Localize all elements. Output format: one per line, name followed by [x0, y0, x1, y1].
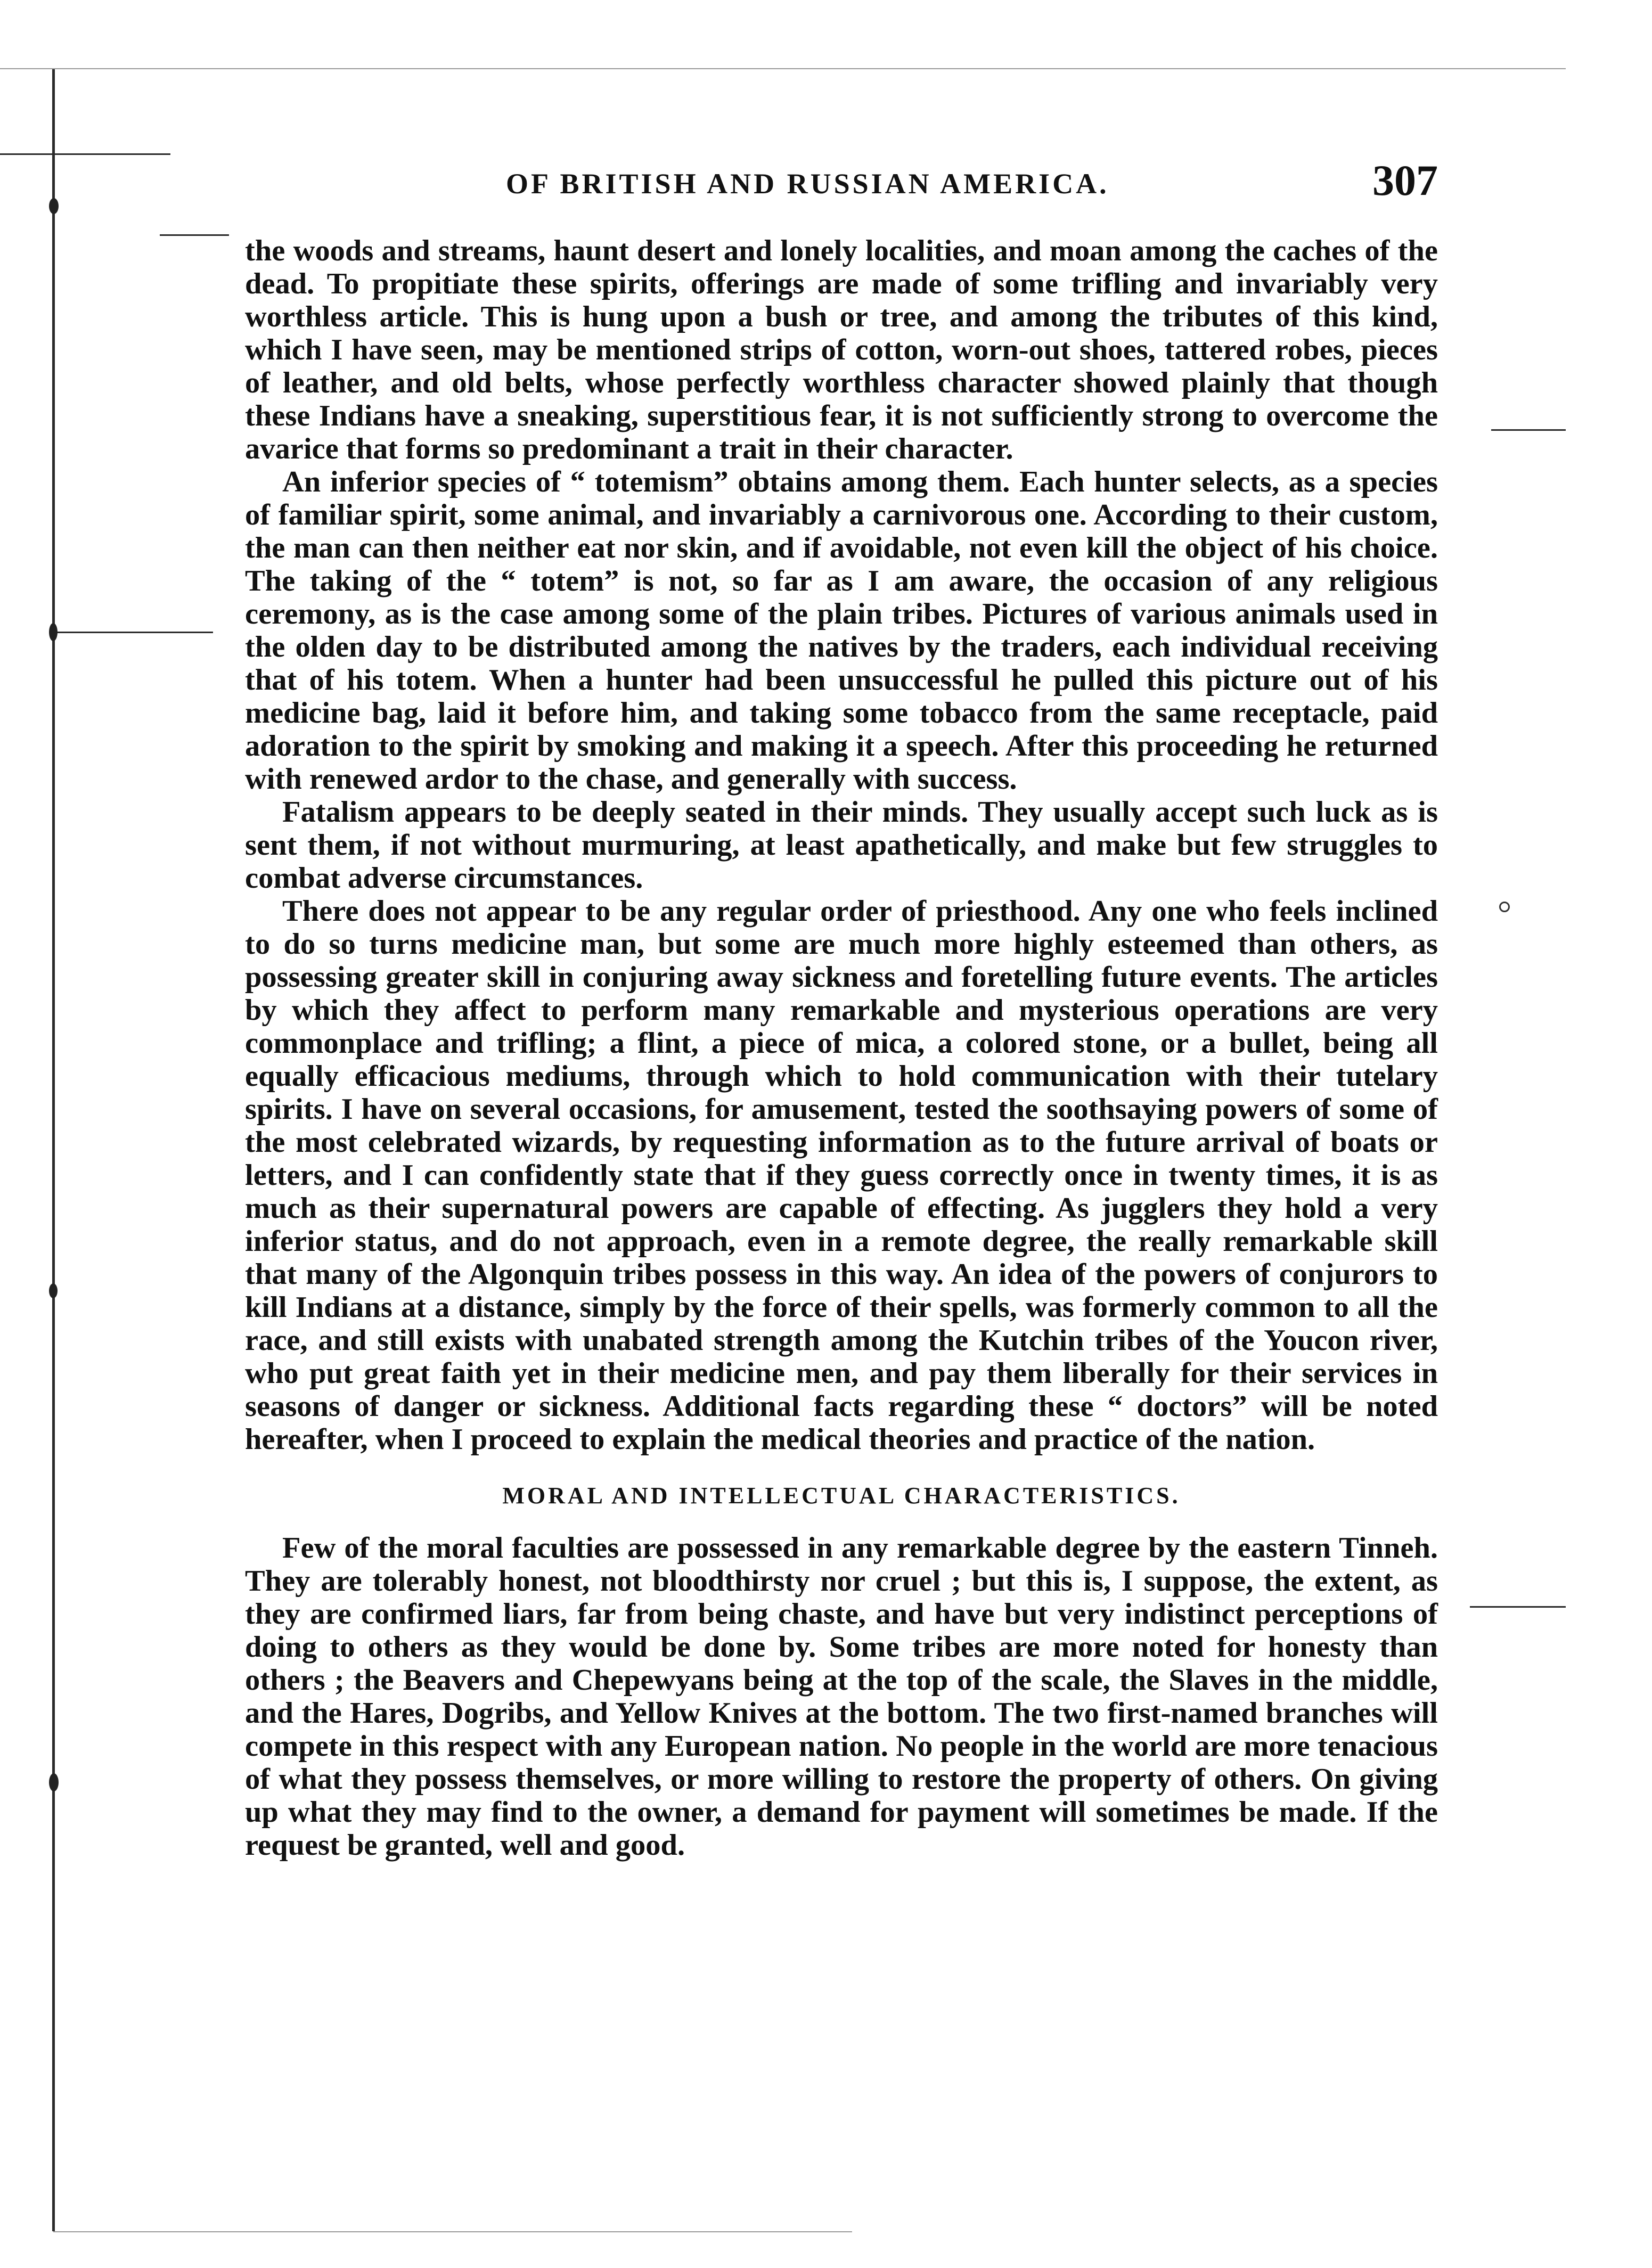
ink-speck	[49, 623, 58, 641]
paragraph-moral-faculties: Few of the moral faculties are possessed in any remarkable degree by the eastern Tinneh. They are tolerably honest, not bloodthirsty nor cruel ; but this is, I suppose, the extent, as they are confirmed liars, far from being chaste, and have but very indistinct perceptions of doing to others as they would be done by. Some tribes are more noted for honesty than others ; the Beavers and Chepewyans being at the top of the scale, the Slaves in the middle, and the Hares, Dogribs, and Yellow Knives at the bottom. The two first-named branches will compete in this respect with any European nation. No people in the world are more tenacious of what they possess themselves, or more willing to restore the property of others. On giving up what they may find to the owner, a demand for payment will sometimes be made. If the request be granted, well and good.	[245, 1532, 1438, 1862]
scan-edge-top	[0, 68, 1566, 69]
paragraph-fatalism: Fatalism appears to be deeply seated in their minds. They usually accept such luck as is sent them, if not without murmuring, at least apathetically, and make but few struggles to combat adverse circumstances.	[245, 796, 1438, 895]
ink-speck	[49, 1283, 58, 1298]
scan-edge-bottom	[53, 2231, 852, 2232]
scan-tick-2	[53, 632, 213, 633]
running-head: OF BRITISH AND RUSSIAN AMERICA.	[506, 168, 1109, 200]
ink-speck	[1499, 902, 1510, 912]
ink-speck	[49, 198, 59, 214]
page-header	[245, 155, 1438, 214]
paragraph-totemism: An inferior species of “ totemism” obtains among them. Each hunter selects, as a species of familiar spirit, some animal, and invariably a carnivorous one. According to their custom, the man can then neither eat nor skin, and if avoidable, not even kill the object of his choice. The taking of the “ totem” is not, so far as I am aware, the occasion of any religious ceremony, as is the case among some of the plain tribes. Pictures of various animals used in the olden day to be distributed among the natives by the traders, each individual receiving that of his totem. When a hunter had been unsuccessful he pulled this picture out of his medicine bag, laid it before him, and taking some tobacco from the same receptacle, paid adoration to the spirit by smoking and making it a speech. After this proceeding he returned with renewed ardor to the chase, and generally with success.	[245, 465, 1438, 796]
scan-tick-3	[1491, 429, 1566, 431]
binding-margin-line	[52, 69, 55, 2231]
ink-speck	[49, 1773, 59, 1791]
page-body	[245, 234, 1438, 1862]
section-heading: MORAL AND INTELLECTUAL CHARACTERISTICS.	[502, 1483, 1181, 1509]
scan-edge-left-dash	[0, 153, 170, 155]
page-number: 307	[1372, 156, 1438, 204]
scan-tick-1	[160, 234, 229, 236]
scan-tick-4	[1470, 1606, 1566, 1608]
paragraph-priesthood: There does not appear to be any regular order of priesthood. Any one who feels inclined to do so turns medicine man, but some are much more highly esteemed than others, as possessing greater skill in conjuring away sickness and foretelling future events. The articles by which they affect to perform many remarkable and mysterious operations are very commonplace and trifling; a flint, a piece of mica, a colored stone, or a bullet, being all equally efficacious mediums, through which to hold communication with their tutelary spirits. I have on several occasions, for amusement, tested the soothsaying powers of some of the most celebrated wizards, by requesting information as to the future arrival of boats or letters, and I can confidently state that if they guess correctly once in twenty times, it is as much as their supernatural powers are capable of effecting. As jugglers they hold a very inferior status, and do not approach, even in a remote degree, the really remarkable skill that many of the Algonquin tribes possess in this way. An idea of the powers of conjurors to kill Indians at a distance, simply by the force of their spells, was formerly common to all the race, and still exists with unabated strength among the Kutchin tribes of the Youcon river, who put great faith yet in their medicine men, and pay them liberally for their services in seasons of danger or sickness. Additional facts regarding these “ doctors” will be noted hereafter, when I proceed to explain the medical theories and practice of the nation.	[245, 895, 1438, 1456]
paragraph-spirits-offerings: the woods and streams, haunt desert and lonely localities, and moan among the caches of the dead. To propitiate these spirits, offerings are made of some trifling and invariably very worthless article. This is hung upon a bush or tree, and among the tributes of this kind, which I have seen, may be mentioned strips of cotton, worn-out shoes, tattered robes, pieces of leather, and old belts, whose perfectly worthless character showed plainly that though these Indians have a sneaking, superstitious fear, it is not sufficiently strong to overcome the avarice that forms so predominant a trait in their character.	[245, 234, 1438, 465]
